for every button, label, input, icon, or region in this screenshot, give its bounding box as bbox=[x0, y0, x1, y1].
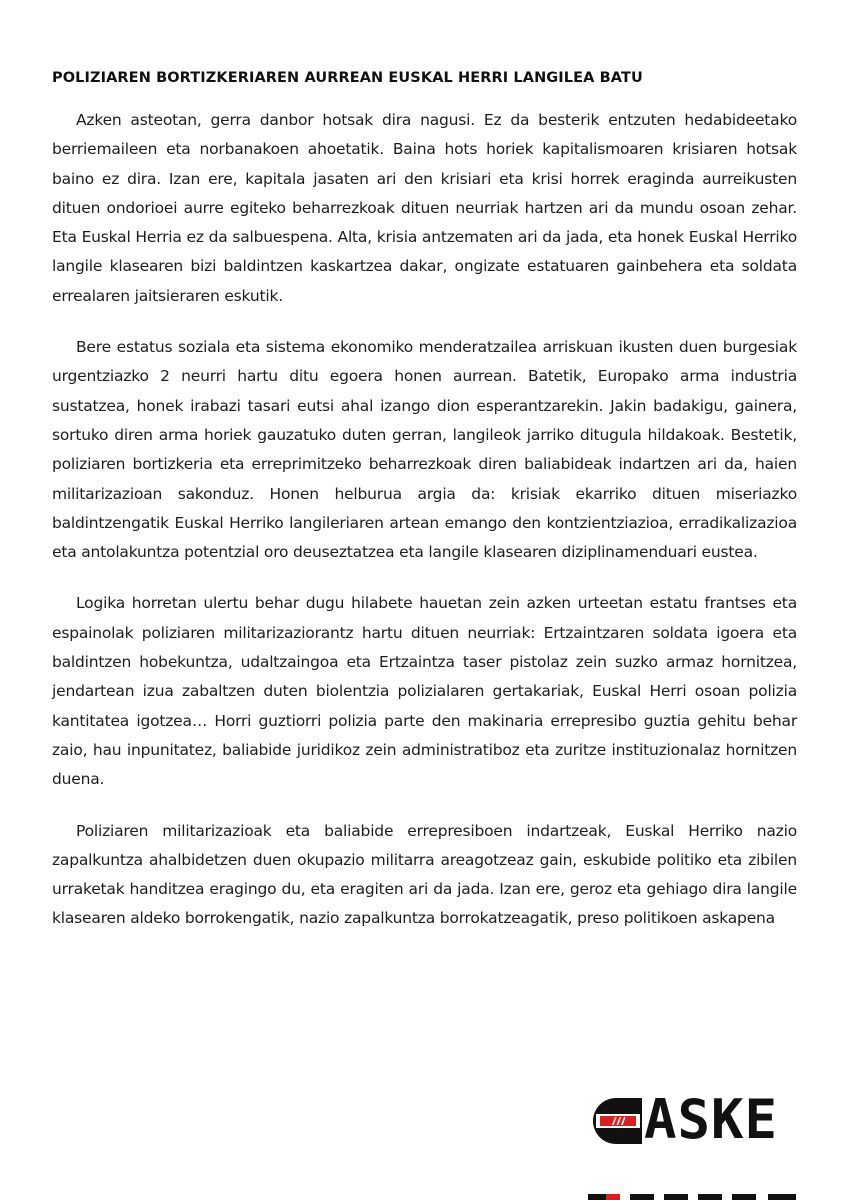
logo-text: ASKE bbox=[644, 1088, 779, 1151]
aske-circle-mark-icon bbox=[588, 1096, 644, 1146]
aske-logo bbox=[588, 1088, 800, 1152]
paragraph-3: Logika horretan ulertu behar dugu hilabete hauetan zein azken urteetan estatu frantses eta espainolak poliziaren militarizaziorantz hartu dituen neurriak: Ertzaintzaren soldata igoera eta baldintzen hobekuntza, udaltzaingoa eta Ertzaintza taser pistolaz zein suzko armaz hornitzea, jendartean izua zabaltzen duten biolentzia polizialaren gertakariak, Euskal Herri osoan polizia kantitatea igotzea… Horri guztiorri polizia parte den makinaria errepresibo guztia gehitu behar zaio, hau inpunitatez, baliabide juridikoz zein administratiboz eta zuritze instituzionalaz hornitzen duena. bbox=[52, 594, 797, 789]
paragraph-1: Azken asteotan, gerra danbor hotsak dira nagusi. Ez da besterik entzuten hedabideetako berriemaileen eta norbanakoen ahoetatik. Baina hots horiek kapitalismoaren krisiaren hotsak baino ez dira. Izan ere, kapitala jasaten ari den krisiari eta krisi horrek eraginda aurreikusten dituen ondorioei aurre egiteko beharrezkoak dituen neurriak hartzen ari da mundu osoan zehar. Eta Euskal Herria ez da salbuespena. Alta, krisia antzematen ari da jada, eta honek Euskal Herriko langile klasearen bizi baldintzen kaskartzea dakar, ongizate estatuaren gainbehera eta soldata errealaren jaitsieraren eskutik. bbox=[52, 111, 797, 305]
document-body bbox=[52, 106, 797, 956]
paragraph-2: Bere estatus soziala eta sistema ekonomiko menderatzailea arriskuan ikusten duen burgesiak urgentziazko 2 neurri hartu ditu egoera honen aurrean. Batetik, Europako arma industria sustatzea, honek irabazi tasari eutsi ahal izango dion esperantzarekin. Jakin badakigu, gainera, sortuko diren arma horiek gauzatuko duten gerran, langileok jarriko ditugula hildakoak. Bestetik, poliziaren bortizkeria eta erreprimitzeko beharrezkoak diren baliabideak indartzen ari da, haien militarizazioan sakonduz. Honen helburua argia da: krisiak ekarriko dituen miseriazko baldintzengatik Euskal Herriko langileriaren artean emango den kontzientziazioa, erradikalizazioa eta antolakuntza potentzial oro deuseztatzea eta langile klasearen diziplinamenduari eustea. bbox=[52, 338, 797, 562]
document-title: POLIZIAREN BORTIZKERIAREN AURREAN EUSKAL HERRI LANGILEA BATU bbox=[52, 70, 643, 86]
footer-logo-fragment bbox=[588, 1188, 800, 1200]
paragraph-4: Poliziaren militarizazioak eta baliabide errepresiboen indartzeak, Euskal Herriko nazio zapalkuntza ahalbidetzen duen okupazio militarra areagotzeaz gain, eskubide politiko eta zibilen urraketak handitzea eragingo du, eta eragiten ari da jada. Izan ere, geroz eta gehiago dira langile klasearen aldeko borrokengatik, nazio zapalkuntza borrokatzeagatik, preso politikoen askapena bbox=[52, 821, 797, 928]
